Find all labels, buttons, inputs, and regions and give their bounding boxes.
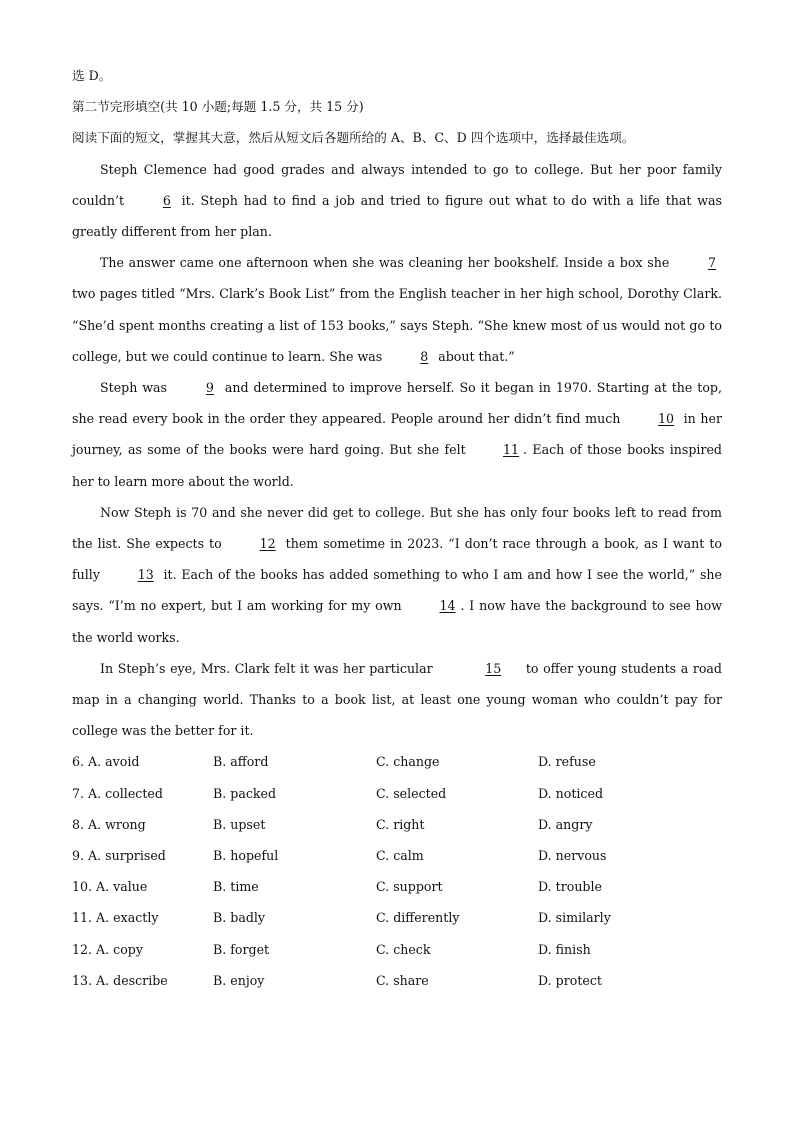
option-row <box>72 778 722 809</box>
instruction: 阅读下面的短文，掌握其大意，然后从短文后各题所给的 A、B、C、D 四个选项中，选择最佳选项。 <box>72 130 635 146</box>
option-b: B. hopeful <box>213 848 279 864</box>
option-d: D. trouble <box>538 879 602 895</box>
blank-12: 12 <box>259 536 276 552</box>
question-number: 6. <box>72 754 85 770</box>
option-d: D. protect <box>538 972 602 988</box>
option-row <box>72 809 722 840</box>
option-c: C. check <box>376 941 431 957</box>
option-a <box>72 934 213 965</box>
option-a-label: A. avoid <box>88 754 140 770</box>
passage-text: In Steph’s eye, Mrs. Clark felt it was her particular <box>100 660 438 676</box>
passage-text: . I now have the background to see how the world works. <box>72 598 722 645</box>
passage-paragraph-4 <box>72 497 722 653</box>
passage-paragraph-3 <box>72 372 722 497</box>
blank-11: 11 <box>503 442 520 458</box>
option-row <box>72 965 722 996</box>
passage-text: and determined to improve herself. So it began in 1970. Starting at the top, she read every book in the order they appeared. People around her didn’t find much <box>72 380 722 427</box>
option-row <box>72 871 722 902</box>
exam-page <box>72 60 722 996</box>
passage-text: The answer came one afternoon when she was cleaning her bookshelf. Inside a box she <box>100 255 674 271</box>
option-c: C. share <box>376 972 429 988</box>
passage-text: it. Each of the books has added something to who I am and how I see the world,” she says. “I’m no expert, but I am working for my own <box>72 567 722 614</box>
option-d: D. refuse <box>538 754 596 770</box>
blank-8: 8 <box>420 348 429 364</box>
option-row <box>72 840 722 871</box>
option-a-label: A. value <box>96 879 148 895</box>
option-row <box>72 902 722 933</box>
passage-text: it. Steph had to find a job and tried to figure out what to do with a life that was greatly different from her plan. <box>72 192 722 240</box>
option-a-label: A. copy <box>96 941 143 957</box>
option-b: B. upset <box>213 816 266 832</box>
passage-text: Now Steph is 70 and she never did get to college. But she has only four books left to read from the list. She expects to <box>72 504 722 552</box>
option-c: C. right <box>376 816 425 832</box>
blank-6: 6 <box>162 192 171 208</box>
option-a <box>72 809 213 840</box>
option-a-label: A. exactly <box>96 910 159 926</box>
blank-13: 13 <box>137 567 154 583</box>
blank-10: 10 <box>657 411 675 427</box>
passage-paragraph-1 <box>72 154 722 248</box>
option-d: D. similarly <box>538 910 611 926</box>
option-d: D. noticed <box>538 785 604 801</box>
option-a-label: A. collected <box>88 785 163 801</box>
passage-text: them sometime in 2023. “I don’t race through a book, as I want to fully <box>72 536 722 583</box>
passage-text: to offer young students a road map in a changing world. Thanks to a book list, at least one young woman who couldn’t pay for college was the better for it. <box>72 660 722 739</box>
option-c: C. support <box>376 879 443 895</box>
option-d: D. nervous <box>538 848 607 864</box>
option-b: B. forget <box>213 941 270 957</box>
question-number: 12. <box>72 941 93 957</box>
option-b: B. badly <box>213 910 266 926</box>
options-list <box>72 746 722 996</box>
option-c: C. change <box>376 754 440 770</box>
passage-paragraph-2 <box>72 247 722 372</box>
option-a <box>72 840 213 871</box>
option-a <box>72 778 213 809</box>
question-number: 7. <box>72 785 85 801</box>
option-row <box>72 746 722 777</box>
option-b: B. enjoy <box>213 972 265 988</box>
option-b: B. packed <box>213 785 277 801</box>
option-a-label: A. wrong <box>88 816 146 832</box>
option-c: C. selected <box>376 785 447 801</box>
passage-paragraph-5 <box>72 653 722 747</box>
option-d: D. angry <box>538 816 593 832</box>
passage-text: two pages titled “Mrs. Clark’s Book List” from the English teacher in her high school, Dorothy Clark. “She’d spent months creating a list of 153 books,” says Steph. “She knew most of us would not go to college, but we could continue to learn. She was <box>72 286 722 364</box>
option-a <box>72 871 213 902</box>
option-c: C. calm <box>376 848 424 864</box>
question-number: 9. <box>72 848 85 864</box>
option-a <box>72 746 213 777</box>
blank-14: 14 <box>439 598 456 614</box>
option-d: D. finish <box>538 941 591 957</box>
option-a-label: A. describe <box>96 972 168 988</box>
passage-text: in her journey, as some of the books were hard going. But she felt <box>72 411 722 458</box>
question-number: 8. <box>72 816 85 832</box>
passage-text: . Each of those books inspired her to learn more about the world. <box>72 442 722 489</box>
passage-text: about that.” <box>434 348 515 364</box>
question-number: 10. <box>72 879 93 895</box>
option-b: B. time <box>213 879 259 895</box>
question-number: 11. <box>72 910 93 926</box>
option-c: C. differently <box>376 910 460 926</box>
option-a <box>72 902 213 933</box>
section-title: 第二节完形填空(共 10 小题;每题 1.5 分，共 15 分) <box>72 99 364 115</box>
blank-15: 15 <box>485 660 502 676</box>
previous-answer: 选 D。 <box>72 68 112 83</box>
blank-9: 9 <box>205 380 214 396</box>
blank-7: 7 <box>707 255 716 271</box>
option-a-label: A. surprised <box>88 848 166 864</box>
passage-text: Steph Clemence had good grades and always intended to go to college. But her poor family couldn’t <box>72 161 722 208</box>
option-row <box>72 934 722 965</box>
option-a <box>72 965 213 996</box>
question-number: 13. <box>72 972 93 988</box>
option-b: B. afford <box>213 754 269 770</box>
passage-text: Steph was <box>100 380 172 396</box>
